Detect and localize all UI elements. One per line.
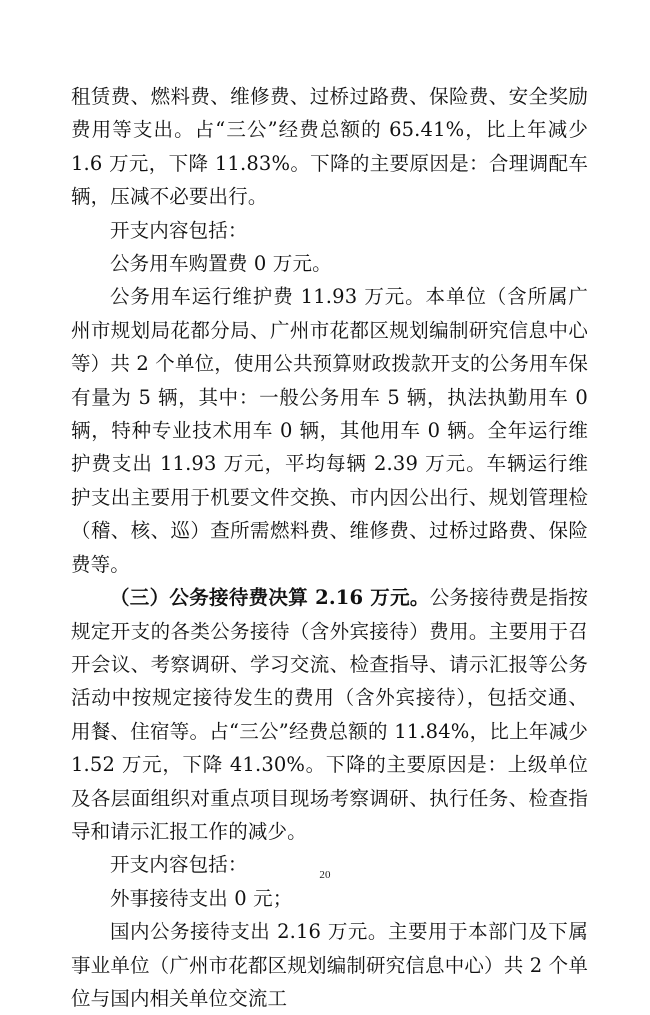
paragraph-vehicle-maintenance: 公务用车运行维护费 11.93 万元。本单位（含所属广州市规划局花都分局、广州市花都区规划编制研究信息中心等）共 2 个单位，使用公共预算财政拨款开支的公务用车保有量为 5 辆，其中：一般公务用车 5 辆，执法执勤用车 0 辆，特种专业技术用车 0 辆，其他用车 0 辆。全年运行维护费支出 11.93 万元，平均每辆 2.39 万元。车辆运行维护支出主要用于机要文件交换、市内因公出行、规划管理检（稽、核、巡）查所需燃料费、维修费、过桥过路费、保险费等。: [71, 285, 588, 576]
paragraph-expense-items-label: 开支内容包括：: [110, 218, 248, 242]
paragraph-expense-items-label-2: 开支内容包括：: [110, 853, 248, 877]
paragraph-vehicle-purchase: 公务用车购置费 0 万元。: [110, 252, 332, 276]
paragraph-foreign-reception: 外事接待支出 0 元；: [110, 886, 293, 910]
paragraph-domestic-reception: 国内公务接待支出 2.16 万元。主要用于本部门及下属事业单位（广州市花都区规划编制研究信息中心）共 2 个单位与国内相关单位交流工: [71, 920, 588, 1010]
page-number: 20: [319, 869, 331, 881]
paragraph-vehicle-costs: 租赁费、燃料费、维修费、过桥过路费、保险费、安全奖励费用等支出。占“三公”经费总额的 65.41%，比上年减少 1.6 万元，下降 11.83%。下降的主要原因是：合理调配车辆，压减不必要出行。: [71, 85, 588, 209]
paragraph-reception-expense: [71, 581, 588, 848]
reception-expense-text: 公务接待费是指按规定开支的各类公务接待（含外宾接待）费用。主要用于召开会议、考察调研、学习交流、检查指导、请示汇报等公务活动中按规定接待发生的费用（含外宾接待），包括交通、用餐、住宿等。占“三公”经费总额的 11.84%，比上年减少 1.52 万元，下降 41.30%。下降的主要原因是：上级单位及各层面组织对重点项目现场考察调研、执行任务、检查指导和请示汇报工作的减少。: [71, 586, 589, 843]
section-heading-reception: （三）公务接待费决算 2.16 万元。: [110, 586, 430, 610]
